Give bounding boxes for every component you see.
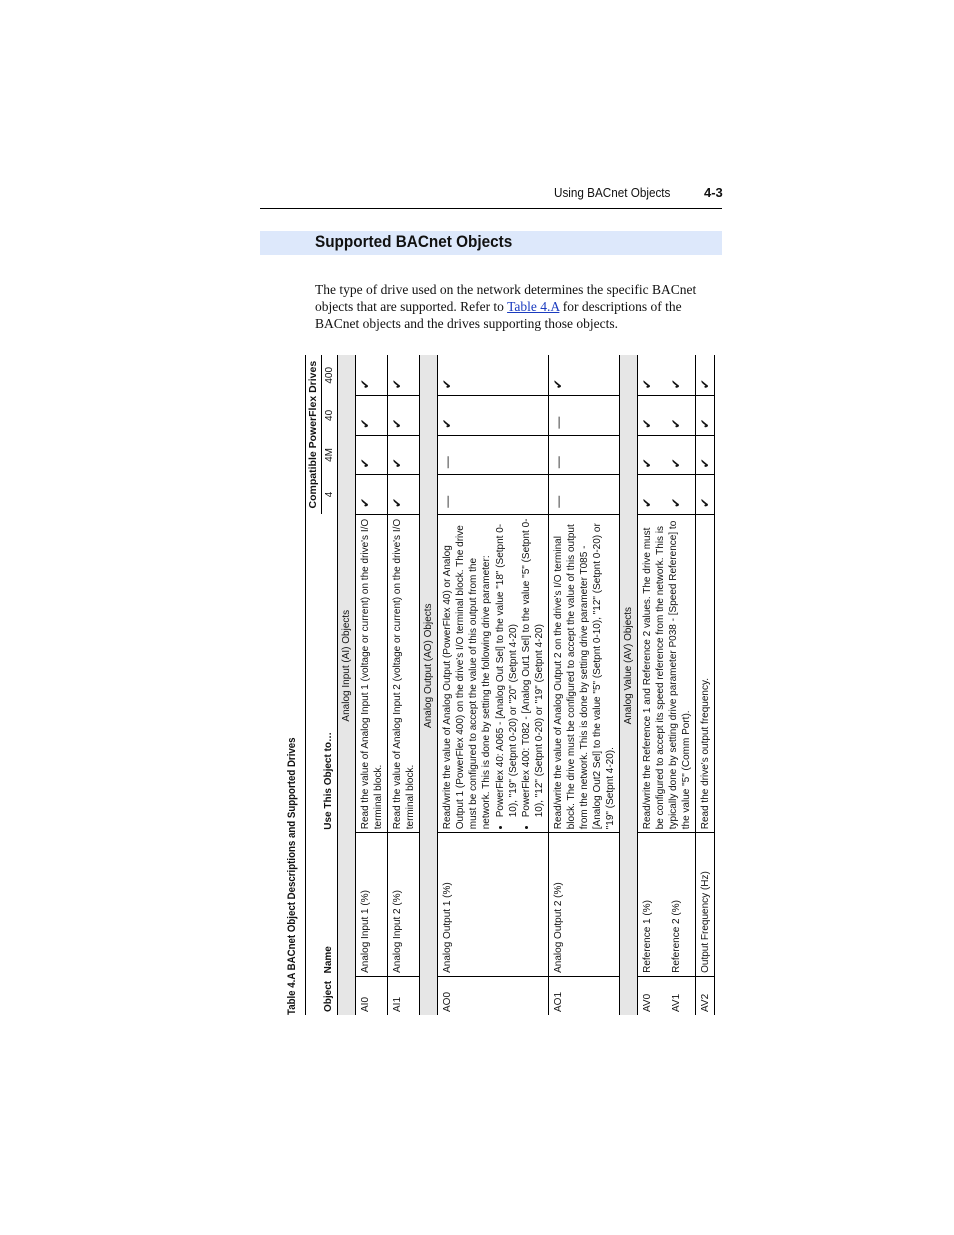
- support-mark: —: [549, 435, 620, 475]
- support-mark: ✔: [549, 355, 620, 396]
- support-mark: ✔: [438, 396, 549, 436]
- object-id: AI0: [356, 976, 388, 1015]
- object-use: Read the value of Analog Input 2 (voltage or current) on the drive's I/O terminal block.: [388, 514, 420, 832]
- intro-paragraph: [315, 281, 721, 332]
- section-title: Supported BACnet Objects: [315, 232, 513, 251]
- support-mark: ✔: [696, 475, 715, 515]
- object-id: AV1: [667, 976, 696, 1015]
- header-compatible-drives: Compatible PowerFlex Drives: [306, 355, 322, 514]
- object-id: AO0: [438, 976, 549, 1015]
- header-drive-40: 40: [322, 396, 338, 436]
- support-mark: ✔: [388, 396, 420, 436]
- support-mark: ✔: [438, 355, 549, 396]
- header-use: Use This Object to…: [306, 514, 338, 832]
- section-header-ai: Analog Input (AI) Objects: [338, 355, 356, 976]
- header-rule: [260, 208, 722, 209]
- support-mark: ✔: [356, 396, 388, 436]
- support-mark: ✔: [696, 396, 715, 436]
- support-mark: —: [549, 475, 620, 515]
- support-mark: ✔: [638, 475, 667, 515]
- object-id: AI1: [388, 976, 420, 1015]
- list-item: • PowerFlex 40: A065 - [Analog Out Sel] to the value "18" (Setpnt 0-10), "19" (Setpnt 0-20) or "20" (Setpnt 4-20): [494, 518, 520, 817]
- object-name: Analog Input 1 (%): [356, 833, 388, 977]
- header-name: Name: [306, 833, 338, 977]
- list-item: • PowerFlex 400: T082 - [Analog Out1 Sel] to the value "5" (Setpnt 0-10), "12" (Setpnt 0-20) or "19" (Setpnt 4-20): [520, 518, 546, 817]
- support-mark: ✔: [667, 396, 696, 436]
- object-name: Analog Output 1 (%): [438, 833, 549, 977]
- running-header-title: Using BACnet Objects: [554, 185, 671, 200]
- bacnet-objects-table: [305, 355, 715, 1015]
- support-mark: ✔: [356, 475, 388, 515]
- table-row: [696, 355, 715, 1015]
- object-name: Reference 1 (%): [638, 833, 667, 977]
- object-id: AO1: [549, 976, 620, 1015]
- object-use: Read/write the Reference 1 and Reference 2 values. The drive must be configured to accept its speed reference from the network. This is typically done by setting drive parameter P038 - [Speed Reference] to the value "5" (Comm Port).: [638, 514, 696, 832]
- object-use: Read the drive's output frequency.: [696, 514, 715, 832]
- page-number: 4-3: [704, 185, 723, 200]
- object-name: Analog Input 2 (%): [388, 833, 420, 977]
- object-name: Reference 2 (%): [667, 833, 696, 977]
- support-mark: —: [438, 435, 549, 475]
- header-drive-4: 4: [322, 475, 338, 515]
- header-drive-400: 400: [322, 355, 338, 396]
- support-mark: ✔: [696, 355, 715, 396]
- object-id: AV2: [696, 976, 715, 1015]
- section-header-ao: Analog Output (AO) Objects: [420, 355, 438, 976]
- object-name: Output Frequency (Hz): [696, 833, 715, 977]
- table-row: [388, 355, 420, 1015]
- table-row: [638, 355, 667, 1015]
- intro-text-start: The type of drive used on the network determines the specific BACnet objects that are supported. Refer to: [315, 281, 697, 314]
- table-row: [549, 355, 620, 1015]
- header-drive-4m: 4M: [322, 435, 338, 475]
- support-mark: ✔: [640, 379, 654, 390]
- table-link[interactable]: Table 4.A: [507, 298, 560, 314]
- support-mark: ✔: [638, 435, 667, 475]
- object-use: [438, 514, 549, 832]
- support-mark: ✔: [667, 435, 696, 475]
- support-mark: ✔: [388, 435, 420, 475]
- header-object: Object: [306, 976, 338, 1015]
- support-mark: ✔: [667, 355, 696, 396]
- support-mark: ✔: [356, 435, 388, 475]
- support-mark: —: [438, 475, 549, 515]
- object-name: Analog Output 2 (%): [549, 833, 620, 977]
- object-use: Read/write the value of Analog Output 2 on the drive's I/O terminal block. The drive must be configured to accept the value of this output from the network. This is done by setting drive parameter T085 - [Analog Out2 Sel] to the value "5" (Setpnt 0-10), "12" (Setpnt 0-20) or "19" (Setpnt 4-20).: [549, 514, 620, 832]
- rotated-table-block: [280, 355, 712, 1015]
- support-mark: ✔: [667, 475, 696, 515]
- support-mark: —: [549, 396, 620, 436]
- table-caption: Table 4.A BACnet Object Descriptions and Supported Drives: [286, 737, 298, 1015]
- support-mark: ✔: [638, 396, 667, 436]
- object-id: AV0: [638, 976, 667, 1015]
- object-use-text: Read/write the value of Analog Output (PowerFlex 40) or Analog Output 1 (PowerFlex 400) on the drive's I/O terminal block. The drive must be configured to accept the value of this output from the network. This is done by setting the following drive parameter:: [442, 525, 492, 830]
- support-mark: ✔: [388, 355, 420, 396]
- section-heading-bar: [260, 231, 722, 255]
- parameter-list: [494, 518, 546, 829]
- table-row: [438, 355, 549, 1015]
- section-header-av: Analog Value (AV) Objects: [620, 355, 638, 976]
- support-mark: ✔: [696, 435, 715, 475]
- intro-text-end: for descriptions of the BACnet objects and the drives supporting those objects.: [315, 298, 682, 331]
- support-mark: ✔: [388, 475, 420, 515]
- support-mark: ✔: [356, 355, 388, 396]
- object-use: Read the value of Analog Input 1 (voltage or current) on the drive's I/O terminal block.: [356, 514, 388, 832]
- table-row: [356, 355, 388, 1015]
